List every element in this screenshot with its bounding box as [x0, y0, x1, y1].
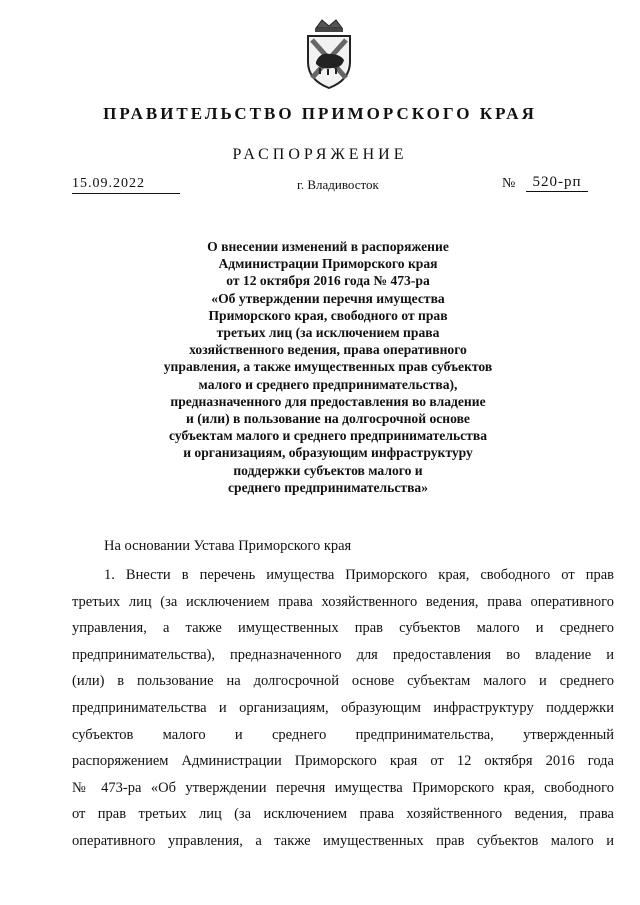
title-line: малого и среднего предпринимательства), — [198, 376, 458, 392]
document-date: 15.09.2022 — [72, 176, 180, 194]
title-line: среднего предпринимательства» — [227, 479, 429, 495]
title-line: управления, а также имущественных прав субъектов — [163, 359, 493, 375]
title-line: субъектам малого и среднего предпринимательства — [168, 428, 487, 444]
document-city: г. Владивосток — [297, 177, 379, 192]
body-line: 1. Внести в перечень имущества Приморского края, свободного от прав — [104, 567, 614, 583]
title-line: и организациям, образующим инфраструктуру — [183, 445, 473, 461]
body-line: оперативного управления, а также имущественных прав субъектов малого и — [72, 832, 614, 849]
body-line: предпринимательства), предназначенного для предоставления во владение и — [72, 646, 614, 663]
document-title — [130, 238, 526, 496]
body-line: предпринимательства и организациям, образующим инфраструктуру поддержки — [72, 699, 614, 716]
coat-of-arms-icon — [302, 18, 356, 90]
document-number: 520-рп — [526, 173, 588, 192]
title-line: и (или) в пользование на долгосрочной основе — [186, 411, 470, 427]
title-line: «Об утверждении перечня имущества — [211, 290, 445, 306]
body-paragraph — [72, 562, 614, 855]
organization-name: ПРАВИТЕЛЬСТВО ПРИМОРСКОГО КРАЯ — [103, 104, 537, 123]
body-line: управления, а также имущественных прав субъектов малого и среднего — [72, 620, 614, 637]
title-line: О внесении изменений в распоряжение — [207, 239, 449, 254]
body-line: (или) в пользование на долгосрочной основе субъектам малого и среднего — [72, 673, 614, 690]
body-line: распоряжением Администрации Приморского края от 12 октября 2016 года — [72, 753, 614, 770]
body-line: субъектов малого и среднего предпринимательства, утвержденный — [72, 726, 614, 743]
title-line: Администрации Приморского края — [218, 256, 438, 272]
title-line: от 12 октября 2016 года № 473-ра — [226, 273, 430, 289]
title-line: Приморского края, свободного от прав — [208, 307, 448, 323]
title-line: предназначенного для предоставления во владение — [170, 393, 486, 409]
title-line: поддержки субъектов малого и — [233, 462, 423, 478]
body-line: третьих лиц (за исключением права хозяйственного ведения, права оперативного — [72, 593, 614, 610]
number-sign: № — [502, 176, 516, 191]
title-line: хозяйственного ведения, права оперативного — [189, 342, 467, 358]
title-line: третьих лиц (за исключением права — [216, 325, 440, 341]
document-type: РАСПОРЯЖЕНИЕ — [232, 146, 408, 163]
body-line: от прав третьих лиц (за исключением права хозяйственного ведения, права — [72, 806, 614, 823]
basis-paragraph: На основании Устава Приморского края — [104, 538, 352, 554]
body-line: № 473-ра «Об утверждении перечня имущества Приморского края, свободного — [72, 779, 614, 796]
